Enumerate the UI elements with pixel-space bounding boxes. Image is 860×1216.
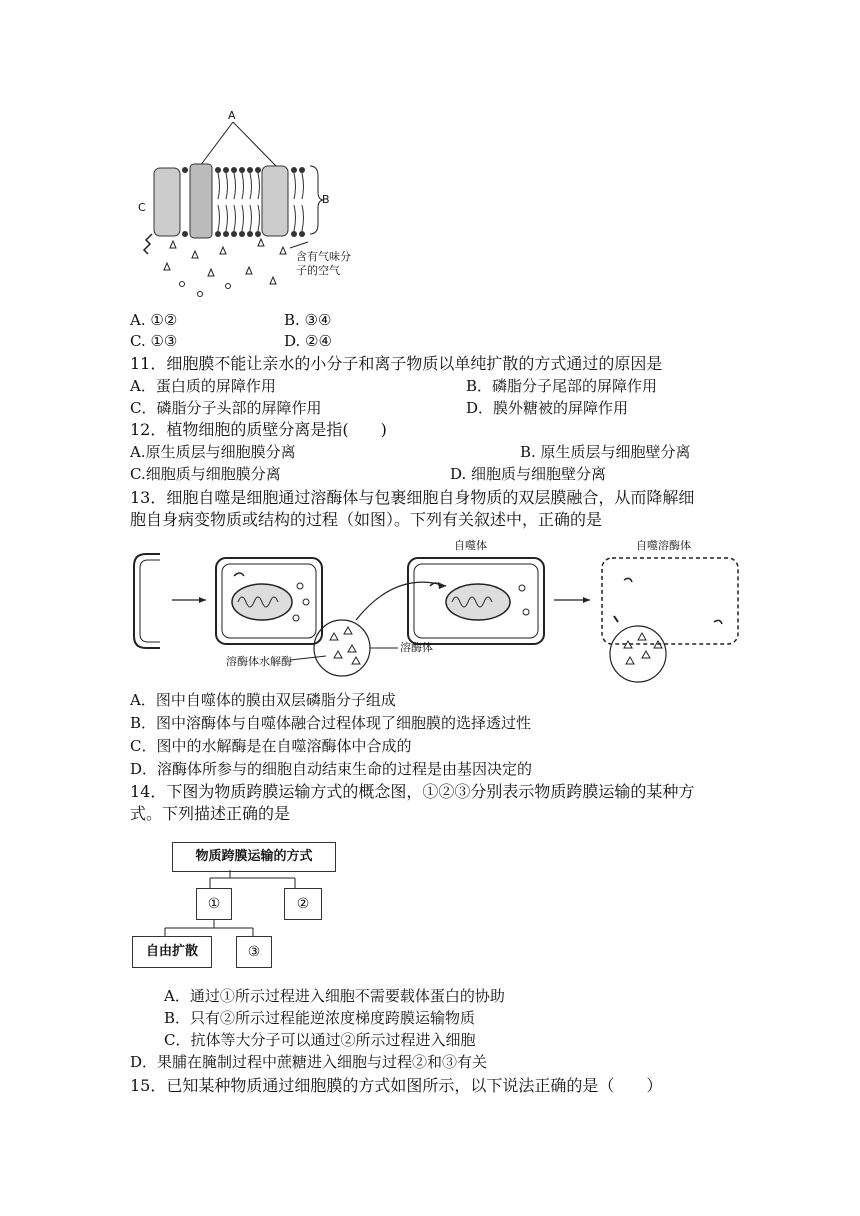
membrane-label-b: B	[322, 193, 330, 206]
concept-box-free-diffusion: 自由扩散	[132, 936, 212, 968]
q13-option-a: A．图中自噬体的膜由双层磷脂分子组成	[130, 691, 396, 709]
q10-option-a: A. ①②	[130, 311, 178, 329]
q12-option-a: A.原生质层与细胞膜分离	[130, 443, 296, 461]
q14-stem-line1: 14．下图为物质跨膜运输方式的概念图，①②③分别表示物质跨膜运输的某种方	[130, 782, 695, 801]
membrane-label-c: C	[138, 201, 146, 214]
q12-option-b: B. 原生质层与细胞壁分离	[520, 443, 691, 461]
q10-option-b: B. ③④	[284, 311, 332, 329]
concept-box-2: ②	[284, 888, 322, 920]
q14-option-b: B．只有②所示过程能逆浓度梯度跨膜运输物质	[164, 1009, 476, 1027]
q14-stem-line2: 式。下列描述正确的是	[130, 804, 291, 823]
concept-root-box: 物质跨膜运输的方式	[172, 842, 336, 872]
fig-autophagosome-label: 自噬体	[454, 539, 487, 552]
fig-hydrolase-label: 溶酶体水解酶	[226, 655, 292, 668]
q13-stem-line1: 13．细胞自噬是细胞通过溶酶体与包裹细胞自身物质的双层膜融合，从而降解细	[130, 488, 695, 507]
membrane-label-a: A	[228, 109, 236, 122]
q11-option-d: D．膜外糖被的屏障作用	[466, 399, 629, 417]
q14-option-a: A．通过①所示过程进入细胞不需要载体蛋白的协助	[164, 987, 505, 1005]
membrane-diagram	[130, 108, 390, 308]
q10-option-d: D. ②④	[284, 332, 332, 350]
q14-option-d: D．果脯在腌制过程中蔗糖进入细胞与过程②和③有关	[130, 1053, 488, 1071]
q14-option-c: C．抗体等大分子可以通过②所示过程进入细胞	[164, 1031, 476, 1049]
q11-stem: 11．细胞膜不能让亲水的小分子和离子物质以单纯扩散的方式通过的原因是	[130, 354, 663, 373]
membrane-caption: 含有气味分子的空气	[296, 250, 351, 277]
concept-box-3: ③	[236, 936, 272, 968]
autophagy-diagram	[130, 536, 750, 686]
q12-option-c: C.细胞质与细胞膜分离	[130, 465, 281, 483]
q12-option-d: D. 细胞质与细胞壁分离	[450, 465, 607, 483]
fig-autolysosome-label: 自噬溶酶体	[636, 539, 691, 552]
q15-stem: 15．已知某种物质通过细胞膜的方式如图所示，以下说法正确的是（ ）	[130, 1076, 663, 1095]
q13-option-c: C．图中的水解酶是在自噬溶酶体中合成的	[130, 737, 412, 755]
q10-option-c: C. ①③	[130, 332, 178, 350]
q12-stem: 12．植物细胞的质壁分离是指( )	[130, 420, 387, 439]
q11-option-a: A．蛋白质的屏障作用	[130, 377, 276, 395]
q11-option-c: C．磷脂分子头部的屏障作用	[130, 399, 322, 417]
q13-option-d: D．溶酶体所参与的细胞自动结束生命的过程是由基因决定的	[130, 760, 533, 778]
fig-lysosome-label: 溶酶体	[400, 641, 433, 654]
q13-stem-line2: 胞自身病变物质或结构的过程（如图）。下列有关叙述中，正确的是	[130, 510, 603, 529]
q11-option-b: B．磷脂分子尾部的屏障作用	[466, 377, 658, 395]
concept-box-1: ①	[196, 888, 232, 920]
q13-option-b: B．图中溶酶体与自噬体融合过程体现了细胞膜的选择透过性	[130, 714, 532, 732]
